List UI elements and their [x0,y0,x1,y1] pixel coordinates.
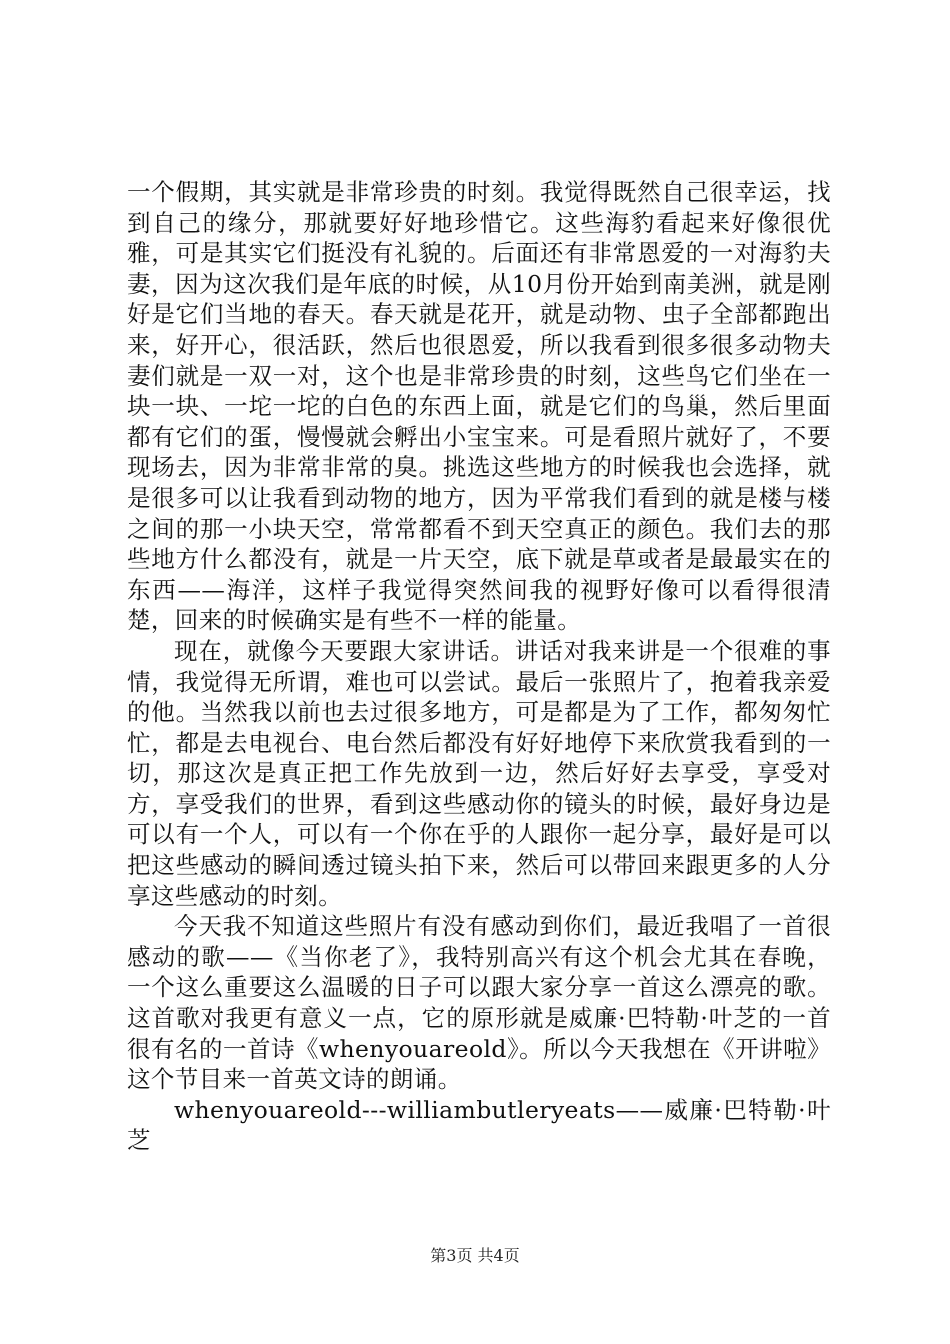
page-footer: 第3页 共4页 [430,1246,520,1265]
paragraph-2: 现在，就像今天要跟大家讲话。讲话对我来讲是一个很难的事情，我觉得无所谓，难也可以尝试。最后一张照片了，抱着我亲爱的他。当然我以前也去过很多地方，可是都是为了工作，都匆匆忙忙，都是去电视台、电台然后都没有好好地停下来欣赏我看到的一切，那这次是真正把工作先放到一边，然后好好去享受，享受对方，享受我们的世界，看到这些感动你的镜头的时候，最好身边是可以有一个人，可以有一个你在乎的人跟你一起分享，最好是可以把这些感动的瞬间透过镜头拍下来，然后可以带回来跟更多的人分享这些感动的时刻。 [127,636,831,910]
document-body [127,177,831,1156]
paragraph-4-poem-title: whenyouareold---williambutleryeats——威廉·巴特勒·叶芝 [127,1095,831,1155]
paragraph-1: 一个假期，其实就是非常珍贵的时刻。我觉得既然自己很幸运，找到自己的缘分，那就要好好地珍惜它。这些海豹看起来好像很优雅，可是其实它们挺没有礼貌的。后面还有非常恩爱的一对海豹夫妻，因为这次我们是年底的时候，从10月份开始到南美洲，就是刚好是它们当地的春天。春天就是花开，就是动物、虫子全部都跑出来，好开心，很活跃，然后也很恩爱，所以我看到很多很多动物夫妻们就是一双一对，这个也是非常珍贵的时刻，这些鸟它们坐在一块一块、一坨一坨的白色的东西上面，就是它们的鸟巢，然后里面都有它们的蛋，慢慢就会孵出小宝宝来。可是看照片就好了，不要现场去，因为非常非常的臭。挑选这些地方的时候我也会选择，就是很多可以让我看到动物的地方，因为平常我们看到的就是楼与楼之间的那一小块天空，常常都看不到天空真正的颜色。我们去的那些地方什么都没有，就是一片天空，底下就是草或者是最最实在的东西——海洋，这样子我觉得突然间我的视野好像可以看得很清楚，回来的时候确实是有些不一样的能量。 [127,178,831,635]
paragraph-3: 今天我不知道这些照片有没有感动到你们，最近我唱了一首很感动的歌——《当你老了》，我特别高兴有这个机会尤其在春晚，一个这么重要这么温暖的日子可以跟大家分享一首这么漂亮的歌。这首歌对我更有意义一点，它的原形就是威廉·巴特勒·叶芝的一首很有名的一首诗《whenyouareold》。所以今天我想在《开讲啦》这个节目来一首英文诗的朗诵。 [127,912,831,1094]
